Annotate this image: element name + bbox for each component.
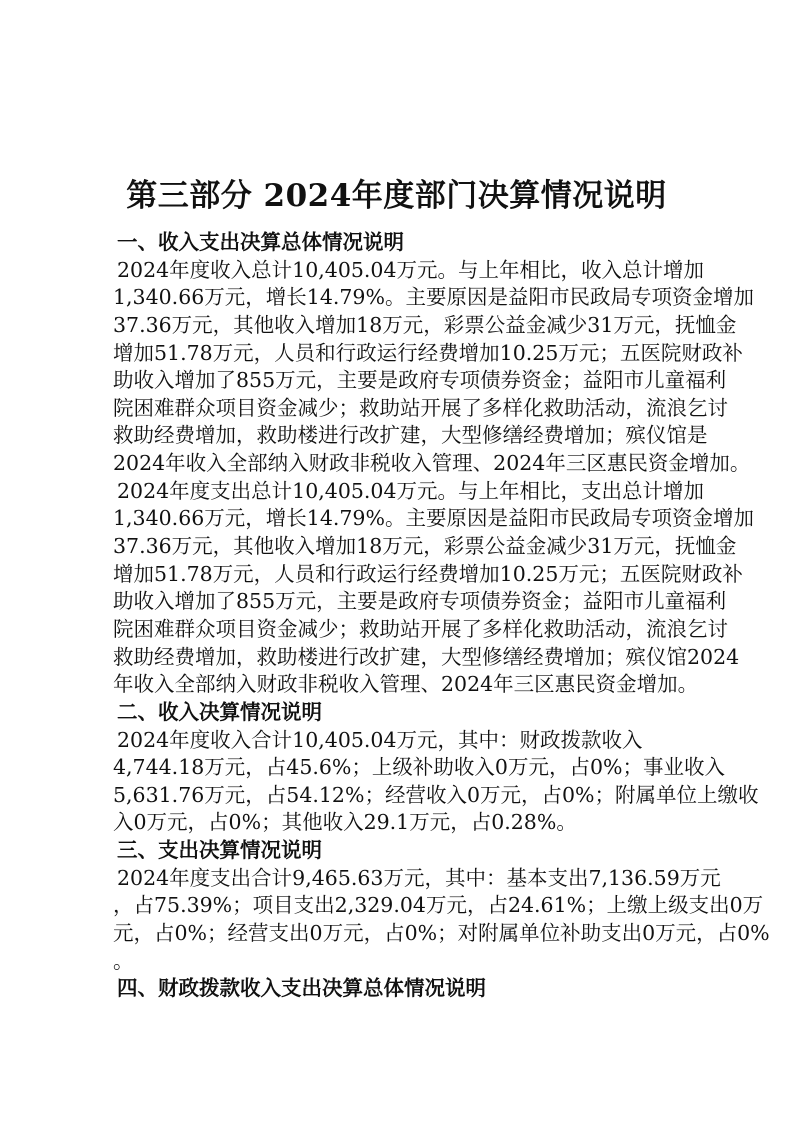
text-line: 。 (113, 948, 134, 973)
paragraph (113, 257, 754, 478)
text-line: 2024年度支出总计10,405.04万元。与上年相比，支出总计增加 (117, 478, 705, 503)
text-line: 院困难群众项目资金减少；救助站开展了多样化救助活动，流浪乞讨 (113, 395, 728, 420)
text-line: 2024年收入全部纳入财政非税收入管理、2024年三区惠民资金增加。 (113, 451, 751, 476)
text-line: 5,631.76万元，占54.12%；经营收入0万元，占0%；附属单位上缴收 (113, 782, 759, 807)
text-line: 救助经费增加，救助楼进行改扩建，大型修缮经费增加；殡仪馆是 (113, 423, 708, 448)
text-line: 1,340.66万元，增长14.79%。主要原因是益阳市民政局专项资金增加 (113, 506, 754, 531)
text-line: 4,744.18万元，占45.6%；上级补助收入0万元，占0%；事业收入 (113, 755, 725, 780)
text-line: 2024年度收入总计10,405.04万元。与上年相比，收入总计增加 (117, 257, 705, 282)
text-line: 院困难群众项目资金减少；救助站开展了多样化救助活动，流浪乞讨 (113, 616, 728, 641)
section-heading: 三、支出决算情况说明 (117, 838, 322, 863)
text-line: 增加51.78万元，人员和行政运行经费增加10.25万元；五医院财政补 (113, 340, 743, 365)
paragraph (113, 478, 754, 699)
text-line: 救助经费增加，救助楼进行改扩建，大型修缮经费增加；殡仪馆2024 (113, 644, 740, 669)
paragraph (113, 727, 759, 838)
text-line: 元，占0%；经营支出0万元，占0%；对附属单位补助支出0万元，占0% (113, 921, 770, 946)
paragraph (113, 865, 770, 976)
text-line: 年收入全部纳入财政非税收入管理、2024年三区惠民资金增加。 (113, 672, 699, 697)
text-line: 增加51.78万元，人员和行政运行经费增加10.25万元；五医院财政补 (113, 561, 743, 586)
section-heading: 四、财政拨款收入支出决算总体情况说明 (117, 976, 486, 1001)
text-line: 助收入增加了855万元，主要是政府专项债券资金；益阳市儿童福利 (113, 589, 727, 614)
text-line: 入0万元，占0%；其他收入29.1万元，占0.28%。 (113, 810, 577, 835)
text-line: 2024年度支出合计9,465.63万元，其中：基本支出7,136.59万元 (117, 865, 721, 890)
text-line: 37.36万元，其他收入增加18万元，彩票公益金减少31万元，抚恤金 (113, 534, 737, 559)
page-title: 第三部分 2024年度部门决算情况说明 (126, 178, 667, 214)
section-heading: 一、收入支出决算总体情况说明 (117, 230, 404, 254)
text-line: 37.36万元，其他收入增加18万元，彩票公益金减少31万元，抚恤金 (113, 312, 737, 337)
document-body (113, 229, 770, 1003)
text-line: 助收入增加了855万元，主要是政府专项债券资金；益阳市儿童福利 (113, 368, 727, 393)
text-line: 1,340.66万元，增长14.79%。主要原因是益阳市民政局专项资金增加 (113, 285, 754, 310)
text-line: ，占75.39%；项目支出2,329.04万元，占24.61%；上缴上级支出0万 (113, 893, 764, 918)
section-heading: 二、收入决算情况说明 (117, 699, 322, 724)
text-line: 2024年度收入合计10,405.04万元，其中：财政拨款收入 (117, 727, 643, 752)
